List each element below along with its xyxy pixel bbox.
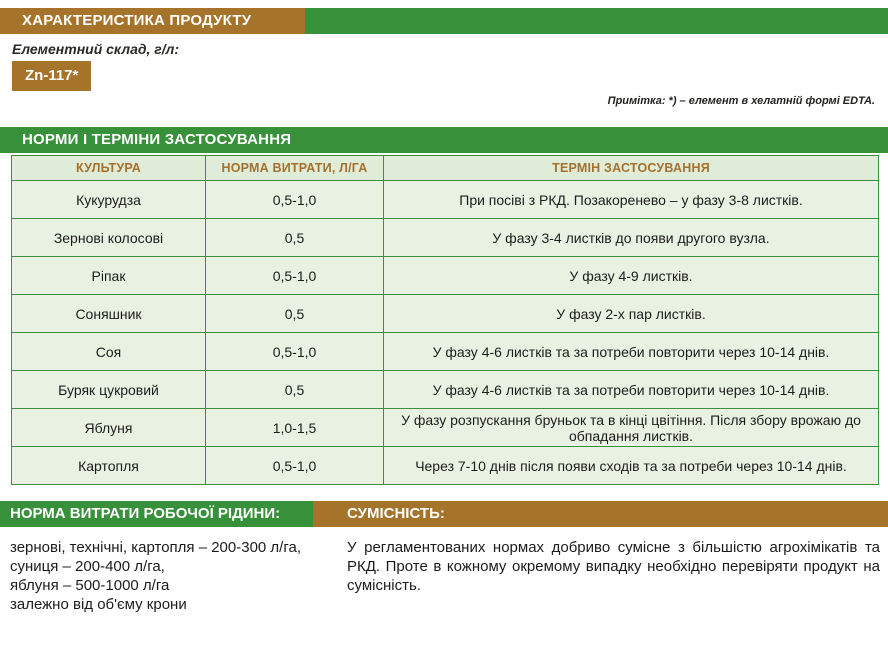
composition-label: Елементний склад, г/л: [12,41,180,57]
table-header-row [12,156,879,181]
cell-rate: 0,5 [206,295,384,333]
cell-term: Через 7-10 днів після появи сходів та за потреби через 10-14 днів. [384,447,879,485]
cell-culture: Буряк цукровий [12,371,206,409]
table-row [12,447,879,485]
cell-culture: Зернові колосові [12,219,206,257]
table-row [12,371,879,409]
cell-term: При посіві з РКД. Позакоренево – у фазу 3-8 листків. [384,181,879,219]
bottom-section-body [0,538,888,614]
working-solution-line: суниця – 200-400 л/га, [10,558,165,575]
compatibility-text: У регламентованих нормах добриво сумісне з більшістю агрохімікатів та РКД. Проте в кожному окремому випадку необхідно перевіряти продукт на сумісність. [347,539,880,594]
table-row [12,257,879,295]
cell-culture: Кукурудза [12,181,206,219]
column-header-culture: КУЛЬТУРА [12,156,206,181]
cell-rate: 0,5-1,0 [206,447,384,485]
column-header-term: ТЕРМІН ЗАСТОСУВАННЯ [384,156,879,181]
table-row [12,181,879,219]
product-header-bar [0,8,888,34]
cell-rate: 0,5 [206,371,384,409]
cell-term: У фазу 2-х пар листків. [384,295,879,333]
rates-table [11,155,879,485]
cell-rate: 0,5-1,0 [206,257,384,295]
cell-rate: 0,5-1,0 [206,333,384,371]
cell-term: У фазу 4-9 листків. [384,257,879,295]
cell-culture: Яблуня [12,409,206,447]
cell-culture: Соняшник [12,295,206,333]
cell-culture: Ріпак [12,257,206,295]
working-solution-line: яблуня – 500-1000 л/га [10,577,170,594]
bottom-section-bars [0,501,888,527]
table-row [12,409,879,447]
cell-culture: Картопля [12,447,206,485]
edta-note: Примітка: *) – елемент в хелатній формі EDTA. [607,95,875,107]
element-badge: Zn-117* [12,61,91,91]
cell-term: У фазу 3-4 листків до появи другого вузла. [384,219,879,257]
cell-rate: 0,5-1,0 [206,181,384,219]
header-green-strip [305,8,888,34]
compatibility-title: СУМІСНІСТЬ: [313,501,888,527]
working-solution-line: залежно від об'єму крони [10,596,187,613]
cell-term: У фазу розпускання бруньок та в кінці цвітіння. Після збору врожаю до обпадання листків. [384,409,879,447]
column-header-rate: НОРМА ВИТРАТИ, Л/ГА [206,156,384,181]
table-row [12,219,879,257]
cell-term: У фазу 4-6 листків та за потреби повторити через 10-14 днів. [384,371,879,409]
table-row [12,295,879,333]
cell-rate: 1,0-1,5 [206,409,384,447]
working-solution-line: зернові, технічні, картопля – 200-300 л/га, [10,539,302,556]
cell-culture: Соя [12,333,206,371]
page-title: ХАРАКТЕРИСТИКА ПРОДУКТУ [0,8,305,34]
working-solution-text [10,538,347,614]
cell-term: У фазу 4-6 листків та за потреби повторити через 10-14 днів. [384,333,879,371]
table-row [12,333,879,371]
rates-section-title: НОРМИ І ТЕРМІНИ ЗАСТОСУВАННЯ [0,127,888,153]
working-solution-title: НОРМА ВИТРАТИ РОБОЧОЇ РІДИНИ: [0,501,313,527]
cell-rate: 0,5 [206,219,384,257]
